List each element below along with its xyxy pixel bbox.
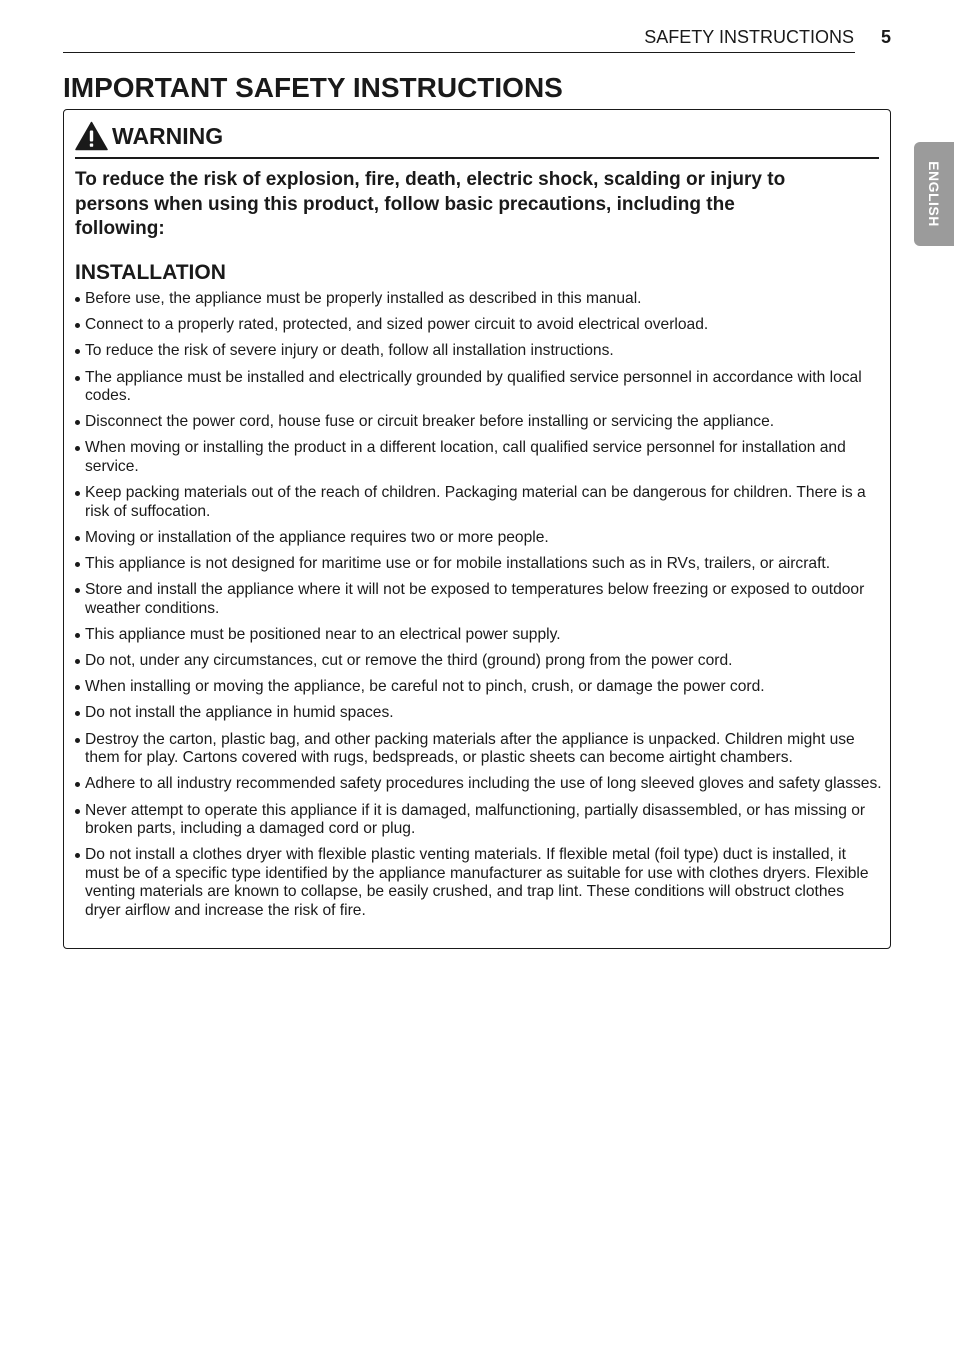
list-item: When moving or installing the product in a different location, call qualified service personnel for installation and service.: [75, 439, 883, 476]
page-title: IMPORTANT SAFETY INSTRUCTIONS: [63, 72, 563, 103]
list-item: The appliance must be installed and electrically grounded by qualified service personnel in accordance with local codes.: [75, 369, 883, 406]
page-header: [63, 26, 891, 54]
list-item: Never attempt to operate this appliance if it is damaged, malfunctioning, partially disassembled, or has missing or broken parts, including a damaged cord or plug.: [75, 802, 883, 839]
warning-triangle-icon: [75, 121, 108, 151]
list-item: Do not install a clothes dryer with flexible plastic venting materials. If flexible metal (foil type) duct is installed, it must be of a specific type identified by the appliance manufacturer as suitable for use with clothes dryers. Flexible venting materials are known to collapse, be easily crushed, and trap lint. These conditions will obstruct clothes dryer airflow and increase the risk of fire.: [75, 846, 883, 920]
list-item: Before use, the appliance must be properly installed as described in this manual.: [75, 290, 883, 309]
list-item: Destroy the carton, plastic bag, and other packing materials after the appliance is unpacked. Children might use them for play. Cartons covered with rugs, bedspreads, or plastic sheets can become airtight chambers.: [75, 731, 883, 768]
list-item: This appliance must be positioned near to an electrical power supply.: [75, 626, 883, 645]
list-item: Adhere to all industry recommended safety procedures including the use of long sleeved gloves and safety glasses.: [75, 775, 883, 794]
language-tab-label: ENGLISH: [926, 161, 942, 227]
list-item: To reduce the risk of severe injury or death, follow all installation instructions.: [75, 342, 883, 361]
list-item: Store and install the appliance where it will not be exposed to temperatures below freezing or exposed to outdoor weather conditions.: [75, 581, 883, 618]
list-item: When installing or moving the appliance, be careful not to pinch, crush, or damage the power cord.: [75, 678, 883, 697]
section-title: SAFETY INSTRUCTIONS: [644, 27, 854, 47]
list-item: Keep packing materials out of the reach of children. Packaging material can be dangerous for children. There is a risk of suffocation.: [75, 484, 883, 521]
header-rule: [63, 52, 855, 53]
list-item: Do not, under any circumstances, cut or remove the third (ground) prong from the power cord.: [75, 652, 883, 671]
page-number: 5: [880, 27, 891, 47]
installation-list: [75, 290, 883, 928]
list-item: Do not install the appliance in humid spaces.: [75, 704, 883, 723]
list-item: Connect to a properly rated, protected, and sized power circuit to avoid electrical overload.: [75, 316, 883, 335]
warning-intro: To reduce the risk of explosion, fire, death, electric shock, scalding or injury to persons when using this product, follow basic precautions, including the following:: [75, 169, 786, 239]
list-item: This appliance is not designed for maritime use or for mobile installations such as in RVs, trailers, or aircraft.: [75, 555, 883, 574]
warning-label: WARNING: [112, 123, 224, 149]
warning-header: [75, 121, 879, 159]
list-item: Moving or installation of the appliance requires two or more people.: [75, 529, 883, 548]
warning-box: [63, 109, 891, 949]
language-tab: [914, 142, 954, 246]
list-item: Disconnect the power cord, house fuse or circuit breaker before installing or servicing the appliance.: [75, 413, 883, 432]
section-heading-installation: INSTALLATION: [75, 261, 226, 284]
